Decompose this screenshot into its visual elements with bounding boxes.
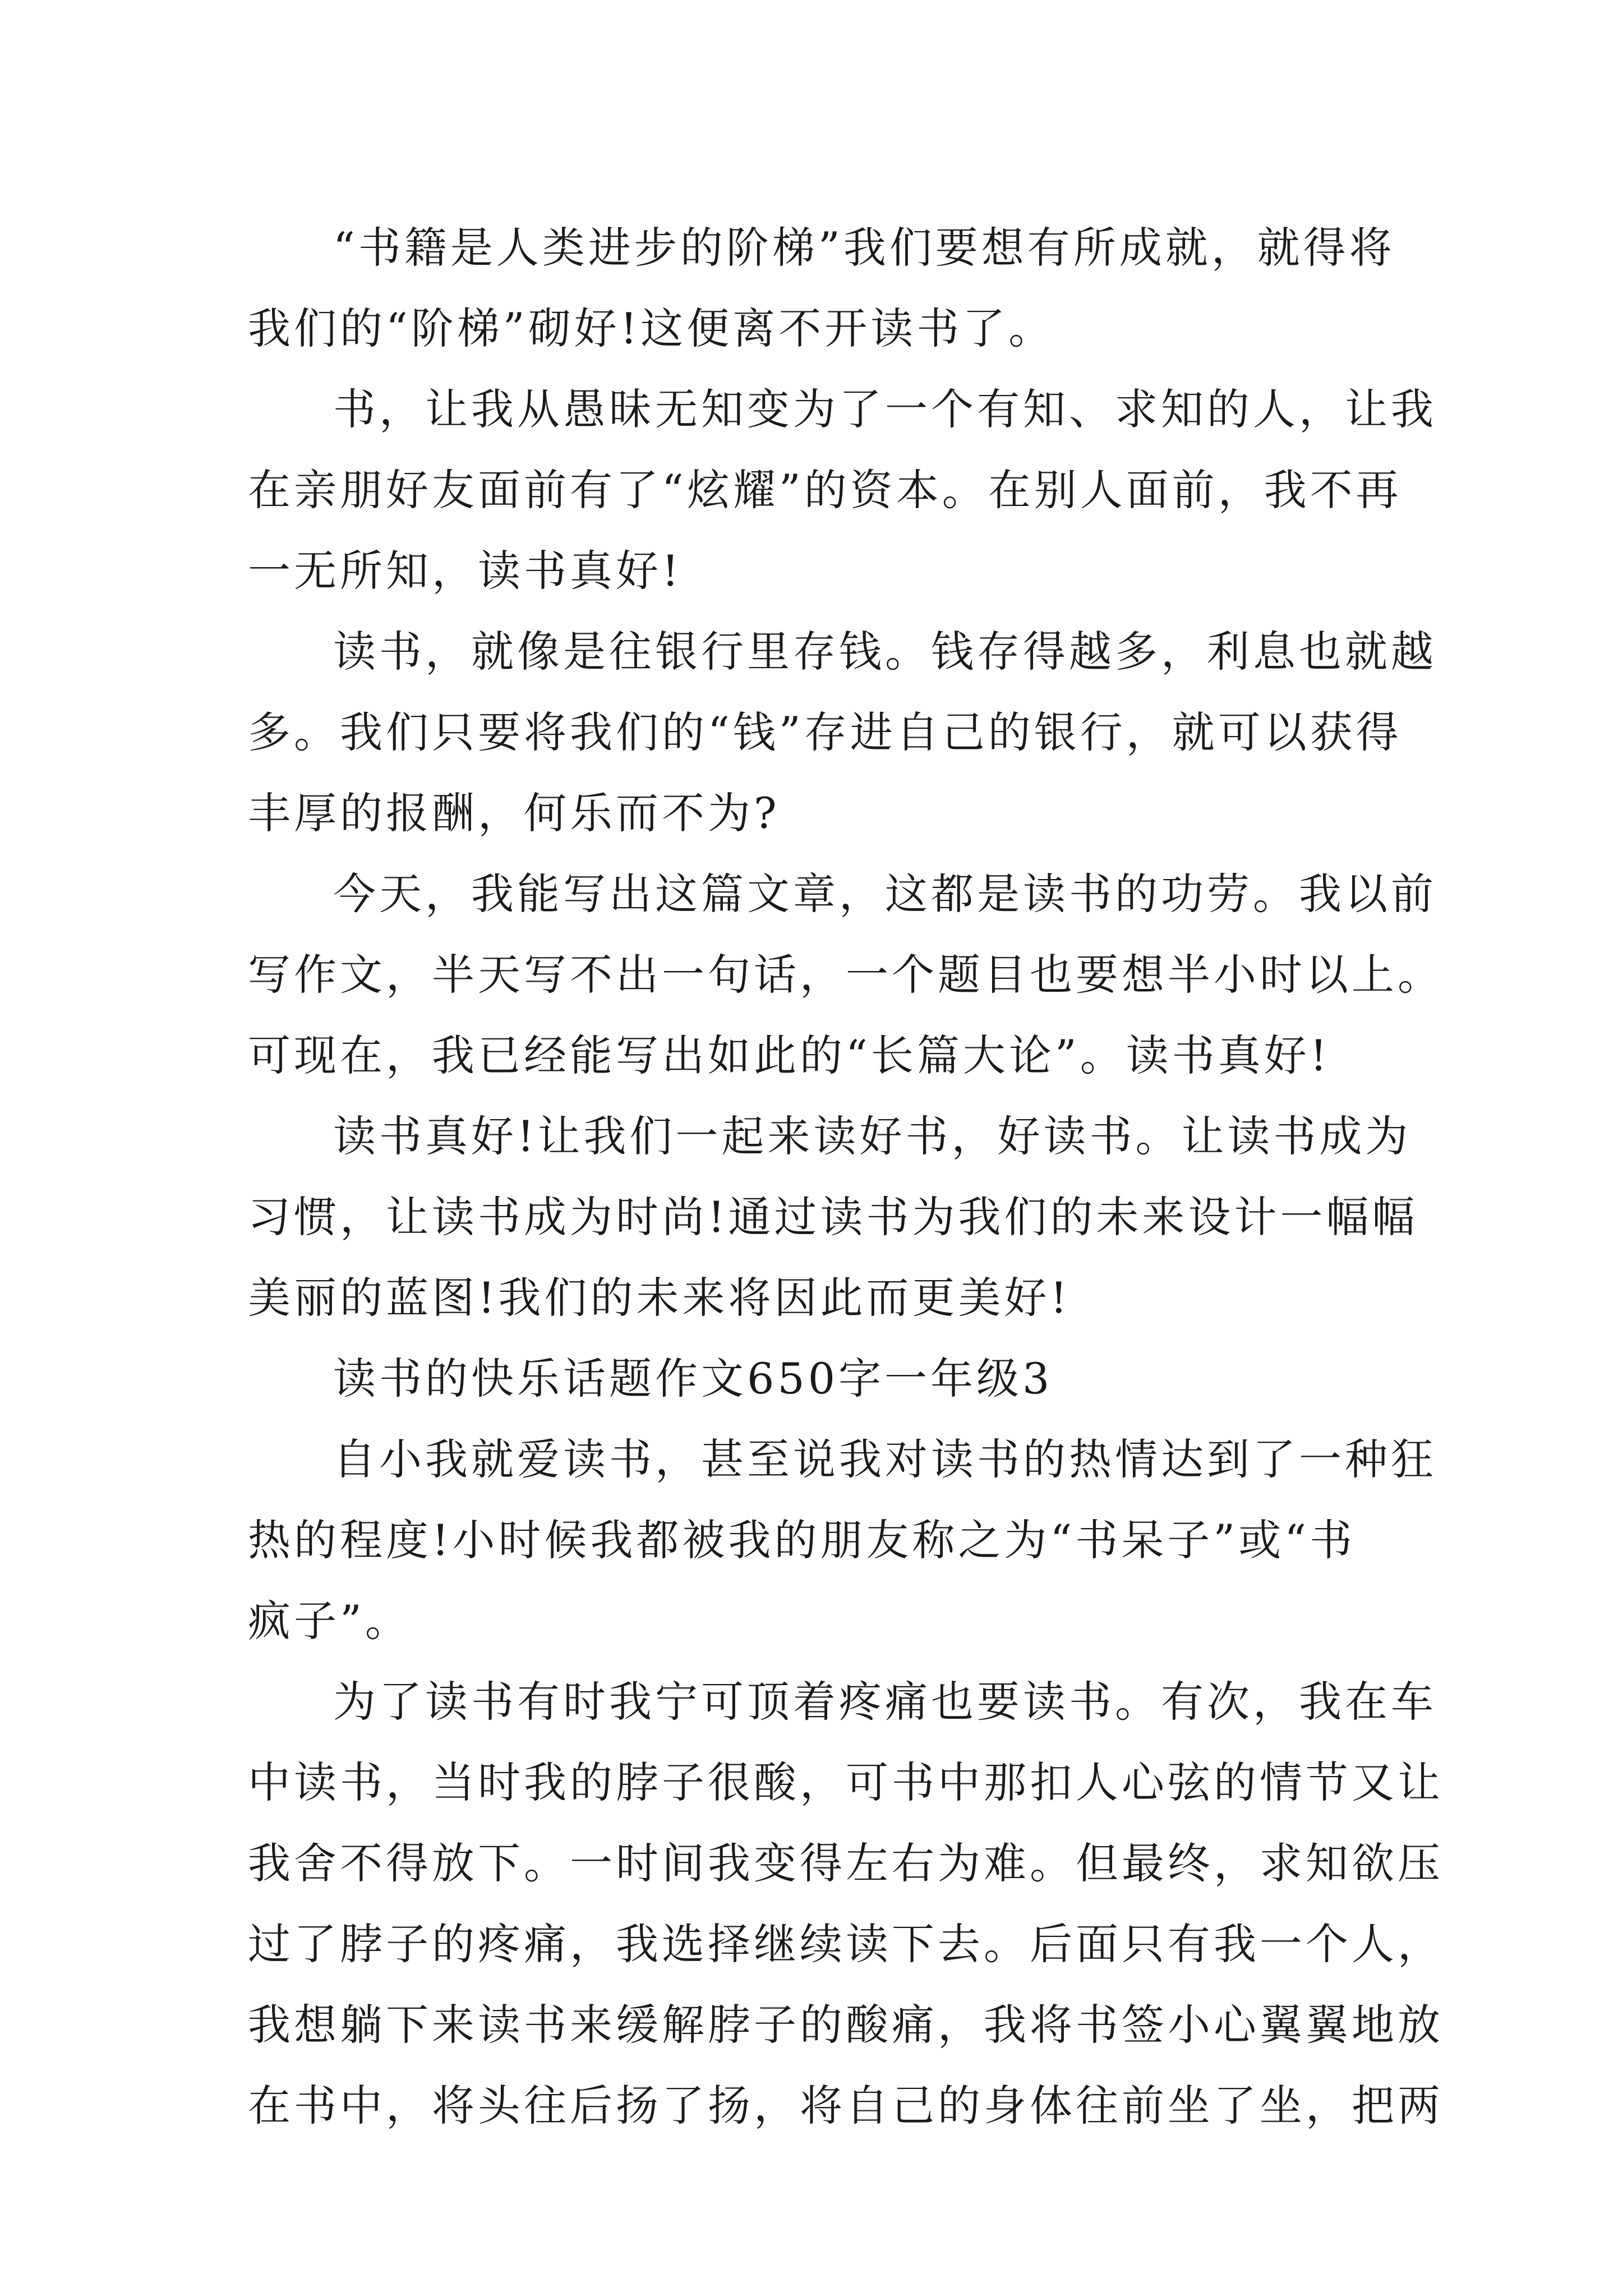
- text-line: 我想躺下来读书来缓解脖子的酸痛，我将书签小心翼翼地放: [248, 2000, 1444, 2050]
- text-line: 美丽的蓝图!我们的未来将因此而更美好!: [248, 1273, 1071, 1323]
- text-line: 丰厚的报酬，何乐而不为?: [248, 788, 780, 838]
- text-line: 可现在，我已经能写出如此的“长篇大论”。读书真好!: [248, 1030, 1331, 1080]
- text-line: 我舍不得放下。一时间我变得左右为难。但最终，求知欲压: [248, 1838, 1444, 1888]
- text-line: 习惯，让读书成为时尚!通过读书为我们的未来设计一幅幅: [248, 1192, 1418, 1242]
- text-line: 我们的“阶梯”砌好!这便离不开读书了。: [248, 303, 1055, 353]
- text-line: 今天，我能写出这篇文章，这都是读书的功劳。我以前: [333, 869, 1437, 919]
- text-line: 读书真好!让我们一起来读好书，好读书。让读书成为: [333, 1111, 1412, 1161]
- text-line: 中读书，当时我的脖子很酸，可书中那扣人心弦的情节又让: [248, 1757, 1444, 1807]
- text-line: 书，让我从愚昧无知变为了一个有知、求知的人，让我: [333, 384, 1437, 434]
- essay-body: [248, 208, 1444, 2146]
- text-line: 读书，就像是往银行里存钱。钱存得越多，利息也就越: [333, 627, 1437, 677]
- text-line: 为了读书有时我宁可顶着疼痛也要读书。有次，我在车: [333, 1677, 1437, 1727]
- text-line: 一无所知，读书真好!: [248, 546, 683, 596]
- text-line: 自小我就爱读书，甚至说我对读书的热情达到了一种狂: [333, 1434, 1437, 1484]
- text-line: 多。我们只要将我们的“钱”存进自己的银行，就可以获得: [248, 707, 1402, 757]
- section-heading: 读书的快乐话题作文650字一年级3: [333, 1354, 1053, 1404]
- text-line: 写作文，半天写不出一句话，一个题目也要想半小时以上。: [248, 950, 1444, 1000]
- text-line: 过了脖子的疼痛，我选择继续读下去。后面只有我一个人，: [248, 1919, 1444, 1969]
- text-line: 在书中，将头往后扬了扬，将自己的身体往前坐了坐，把两: [248, 2081, 1444, 2131]
- text-line: 热的程度!小时候我都被我的朋友称之为“书呆子”或“书: [248, 1515, 1356, 1565]
- text-line: 在亲朋好友面前有了“炫耀”的资本。在别人面前，我不再: [248, 465, 1402, 515]
- text-line: “书籍是人类进步的阶梯”我们要想有所成就，就得将: [333, 223, 1395, 273]
- text-line: 疯子”。: [248, 1596, 411, 1646]
